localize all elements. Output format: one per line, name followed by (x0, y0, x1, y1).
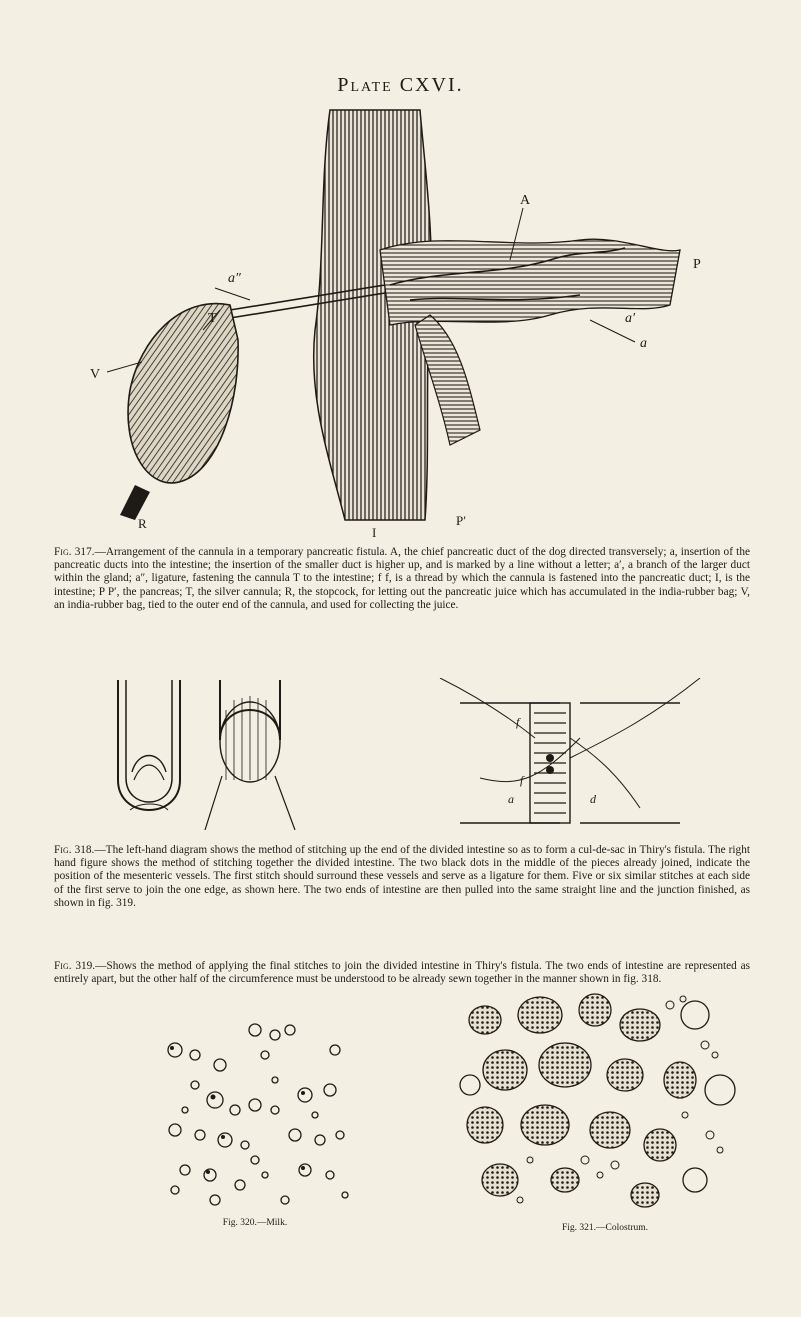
fig317-label-a1: a′ (625, 311, 636, 326)
fig318-label-d: d (590, 792, 596, 806)
rubber-bag (128, 304, 238, 483)
plate-title: Plate CXVI. (337, 74, 464, 96)
fig318-caption: Fig. 318.—The left-hand diagram shows the method of stitching up the end of the divided intestine so as to form a cul-de-sac in Thiry's fistula. The right hand figure shows the method of stitching together the divided intestine. The two black dots in the middle of the pieces already joined, indicate the position of the mesenteric vessels. The first stitch should surround these vessels and serve as a ligature for them. Five or six similar stitches at each side of the first serve to join the one edge, as shown here. The two ends of intestine are then pulled into the same straight line and the junction finished, as shown in fig. 319. (54, 844, 750, 909)
fig317-label-P: P (693, 257, 701, 272)
fig317-label-P2: P′ (456, 513, 467, 528)
fig317-label-T: T (208, 311, 217, 326)
fig317-label-A: A (520, 193, 531, 208)
fig317-label-a: a (640, 336, 647, 351)
fig317-label-R: R (138, 516, 147, 531)
fig318-label-f2: f (520, 773, 524, 787)
fig319-caption: Fig. 319.—Shows the method of applying the final stitches to join the divided intestine in Thiry's fistula. The two ends of intestine are represented as entirely apart, but the other half of the circumference must be understood to be already sewn together in the manner shown in fig. 318. (54, 960, 750, 986)
fig317-label-V: V (90, 367, 101, 382)
fig320-caption: Fig. 320.—Milk. (222, 1218, 288, 1228)
fig-318-culdesac-diagram (110, 680, 320, 830)
fig-317-illustration (80, 100, 730, 540)
fig318-label-f1: f (516, 715, 520, 729)
fig321-caption: Fig. 321.—Colostrum. (561, 1223, 649, 1233)
stopcock (120, 485, 150, 520)
fig317-label-a2: a″ (228, 271, 241, 286)
fig317-label-I: I (372, 525, 377, 540)
fig317-caption: Fig. 317.—Arrangement of the cannula in a temporary pancreatic fistula. A, the chief pancreatic duct of the dog directed transversely; a, insertion of the pancreatic ducts into the intestine; the insertion of the smaller duct is higher up, and is marked by a line without a letter; a′, a branch of the larger duct within the gland; a″, ligature, fastening the cannula T to the intestine; f f, is a thread by which the cannula is fastened into the pancreatic duct; I, is the intestine; P P′, the pancreas; T, the silver cannula; R, the stopcock, for letting out the pancreatic juice which has accumulated in the india-rubber bag; V, an india-rubber bag, tied to the outer end of the cannula, and used for collecting the juice. (54, 546, 750, 611)
fig-321-colostrum-illustration (455, 985, 745, 1210)
mesenteric-vessel-dot (546, 754, 554, 762)
fig-318-stitching-diagram (420, 678, 720, 838)
fig318-label-a: a (508, 792, 514, 806)
fig-320-milk-illustration (155, 1010, 365, 1210)
